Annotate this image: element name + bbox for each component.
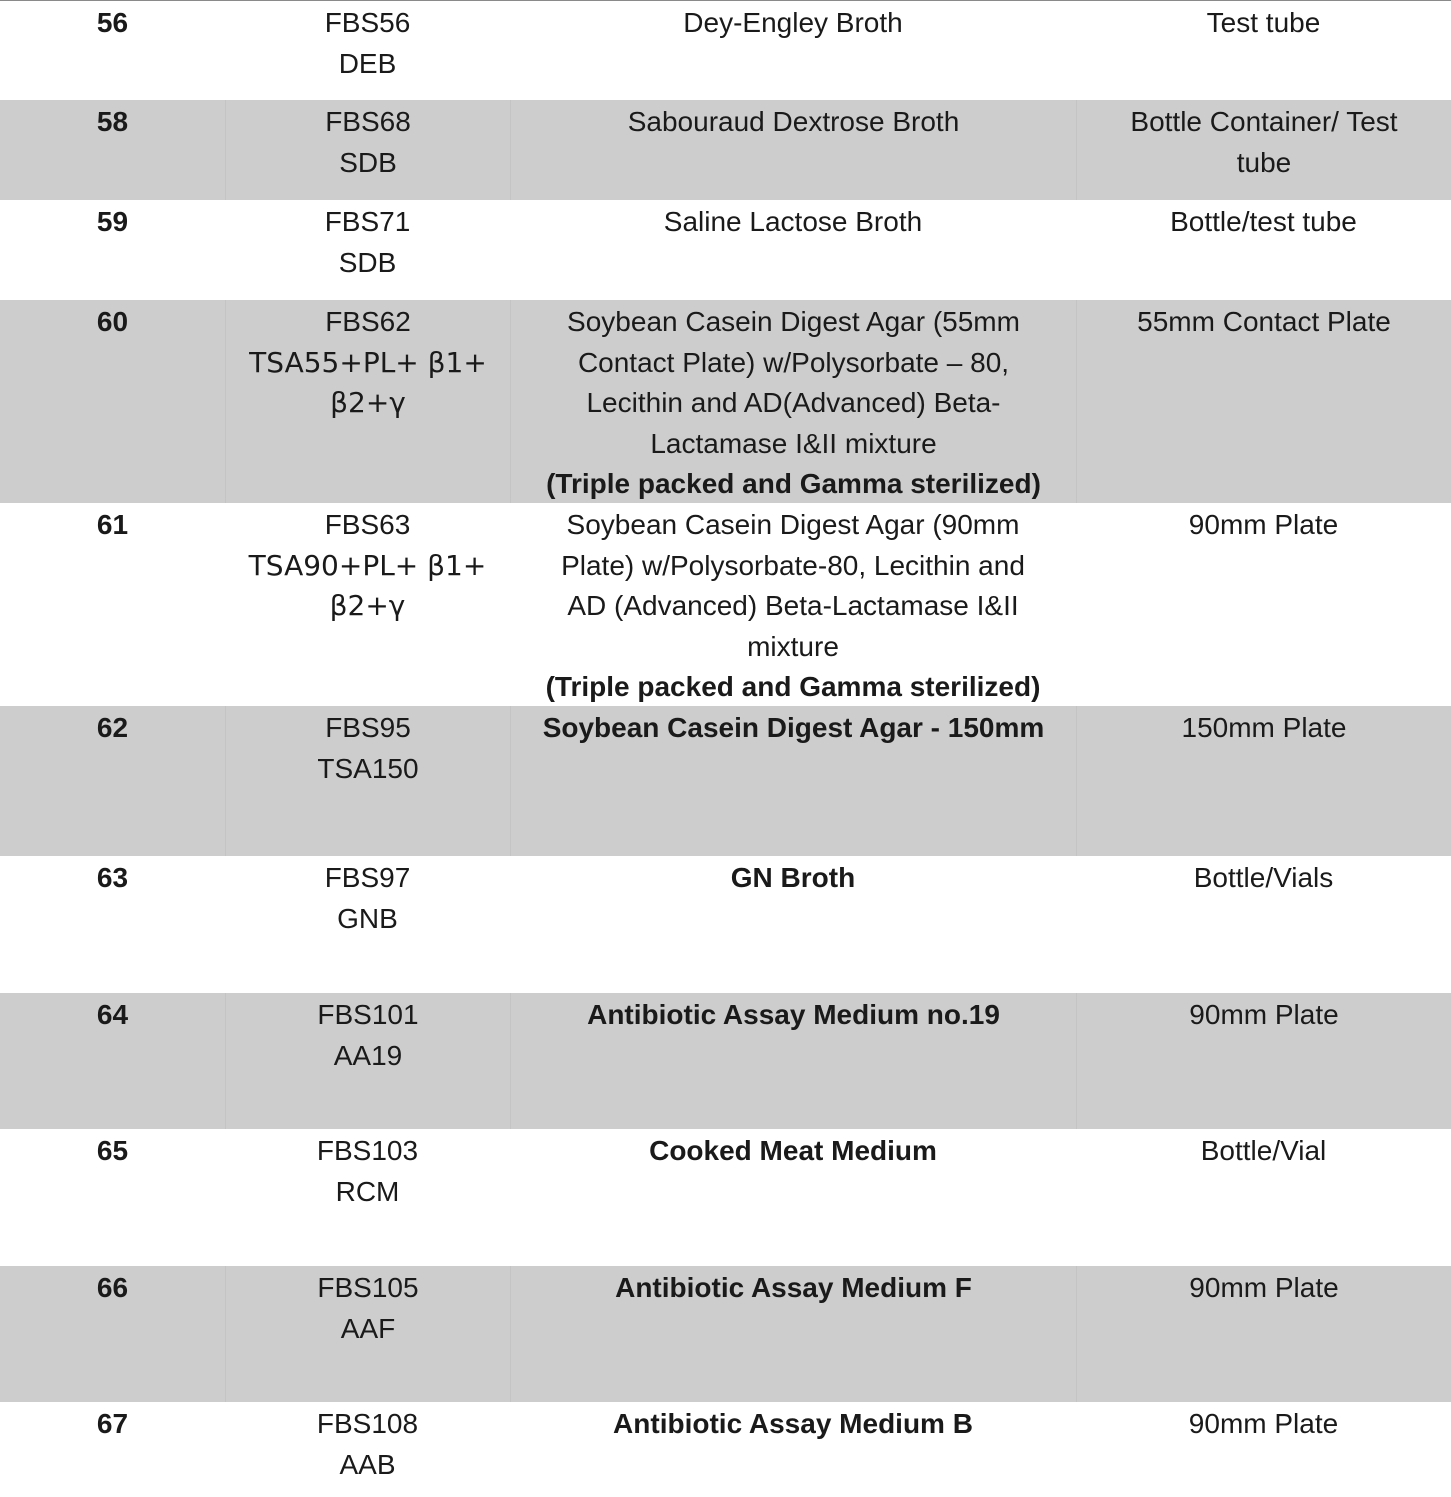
packing-cell [1076,856,1451,993]
product-code-cell [225,1,510,100]
table-row [0,706,1451,856]
product-name-cell [510,993,1076,1129]
table-row [0,300,1451,503]
product-name-cell [510,100,1076,200]
packing-line: Test tube [1206,7,1321,38]
product-code-line: SDB [339,146,397,178]
product-code-line: AA19 [333,1039,403,1071]
serial-number-cell [0,1266,225,1402]
product-name-line: Antibiotic Assay Medium F [615,1272,972,1303]
packing-line: Bottle/Vials [1193,862,1334,893]
product-code-line: β2+γ [330,386,406,419]
packing-cell [1076,993,1451,1129]
packing-cell [1076,1402,1451,1497]
table-row [0,1,1451,100]
packing-cell [1076,200,1451,300]
table-row [0,503,1451,706]
table-row [0,200,1451,300]
serial-number: 58 [96,106,129,137]
product-code-cell [225,100,510,200]
packing-cell [1076,1129,1451,1266]
packing-line: 90mm Plate [1189,1272,1339,1303]
product-code-line: FBS97 [324,862,411,893]
product-name-line: Saline Lactose Broth [663,206,923,237]
product-code-cell [225,706,510,856]
packing-line: 55mm Contact Plate [1137,306,1391,337]
table-row [0,856,1451,993]
product-name-cell [510,1,1076,100]
product-name-line: Soybean Casein Digest Agar (55mm [567,306,1020,337]
product-name-line: Dey-Engley Broth [683,7,903,38]
product-name-line: Antibiotic Assay Medium no.19 [587,999,1000,1030]
product-code-line: FBS95 [325,712,411,743]
packing-cell [1076,706,1451,856]
product-code-cell [225,993,510,1129]
product-name-cell [510,300,1076,503]
packing-line: Bottle/Vial [1200,1135,1327,1166]
serial-number: 62 [96,712,129,743]
table-row [0,1266,1451,1402]
product-name-line: Lecithin and AD(Advanced) Beta- [586,387,1001,418]
serial-number-cell [0,503,225,706]
packing-cell [1076,1,1451,100]
serial-number-cell [0,993,225,1129]
product-name-cell [510,1402,1076,1497]
serial-number-cell [0,1,225,100]
product-code-line: TSA55+PL+ β1+ [249,345,487,379]
product-code-line: DEB [338,47,397,79]
serial-number: 61 [96,509,129,540]
product-code-cell [225,856,510,993]
product-name-cell [510,1129,1076,1266]
serial-number: 65 [96,1135,129,1166]
product-code-cell [225,200,510,300]
serial-number-cell [0,300,225,503]
product-name-line: mixture [747,630,839,662]
product-code-line: FBS108 [316,1408,419,1439]
product-code-line: FBS68 [325,106,411,137]
serial-number-cell [0,856,225,993]
product-code-line: AAF [340,1312,396,1344]
table-row [0,993,1451,1129]
packing-line: 90mm Plate [1188,509,1339,540]
packing-cell [1076,503,1451,706]
product-code-cell [225,1266,510,1402]
product-name-line: (Triple packed and Gamma sterilized) [545,671,1041,702]
product-code-line: RCM [335,1175,400,1207]
product-code-line: AAB [339,1448,396,1480]
product-code-line: FBS103 [316,1135,419,1166]
packing-line: 90mm Plate [1189,999,1339,1030]
serial-number: 60 [96,306,129,337]
serial-number-cell [0,200,225,300]
product-name-line: GN Broth [730,862,856,893]
product-name-cell [510,503,1076,706]
product-code-line: FBS63 [324,509,411,540]
product-name-line: Sabouraud Dextrose Broth [627,106,960,137]
serial-number-cell [0,706,225,856]
product-name-line: Plate) w/Polysorbate-80, Lecithin and [561,549,1025,581]
product-name-cell [510,706,1076,856]
table-row [0,1402,1451,1497]
table-row [0,100,1451,200]
product-code-line: FBS56 [324,7,411,38]
product-name-line: (Triple packed and Gamma sterilized) [546,468,1041,499]
packing-line: Bottle Container/ Test [1130,106,1398,137]
product-code-line: SDB [338,246,397,278]
packing-cell [1076,100,1451,200]
product-code-cell [225,300,510,503]
serial-number-cell [0,1402,225,1497]
product-code-cell [225,1129,510,1266]
serial-number: 56 [96,7,129,38]
product-code-line: FBS62 [325,306,411,337]
serial-number: 59 [96,206,129,237]
product-code-line: β2+γ [329,589,406,622]
product-name-line: AD (Advanced) Beta-Lactamase I&II [567,590,1019,621]
product-name-line: Antibiotic Assay Medium B [613,1408,973,1439]
serial-number: 66 [96,1272,129,1303]
product-name-line: Lactamase I&II mixture [650,427,937,459]
product-name-cell [510,856,1076,993]
serial-number-cell [0,100,225,200]
product-code-line: TSA150 [317,752,419,784]
product-name-line: Cooked Meat Medium [649,1135,937,1166]
packing-cell [1076,300,1451,503]
product-code-line: FBS101 [317,999,419,1030]
product-name-cell [510,1266,1076,1402]
product-name-cell [510,200,1076,300]
product-code-cell [225,1402,510,1497]
product-code-line: TSA90+PL+ β1+ [248,548,487,582]
product-name-line: Soybean Casein Digest Agar - 150mm [542,712,1045,743]
product-code-line: FBS71 [324,206,411,237]
packing-line: 90mm Plate [1188,1408,1339,1439]
packing-cell [1076,1266,1451,1402]
serial-number: 67 [96,1408,129,1439]
serial-number-cell [0,1129,225,1266]
serial-number: 63 [96,862,129,893]
product-code-line: FBS105 [317,1272,419,1303]
product-name-line: Soybean Casein Digest Agar (90mm [566,509,1020,540]
packing-line: Bottle/test tube [1170,206,1357,237]
packing-line: 150mm Plate [1181,712,1347,743]
serial-number: 64 [96,999,129,1030]
table-row [0,1129,1451,1266]
product-name-line: Contact Plate) w/Polysorbate – 80, [577,346,1010,378]
product-code-cell [225,503,510,706]
product-code-line: GNB [337,902,398,934]
packing-line: tube [1236,146,1292,178]
